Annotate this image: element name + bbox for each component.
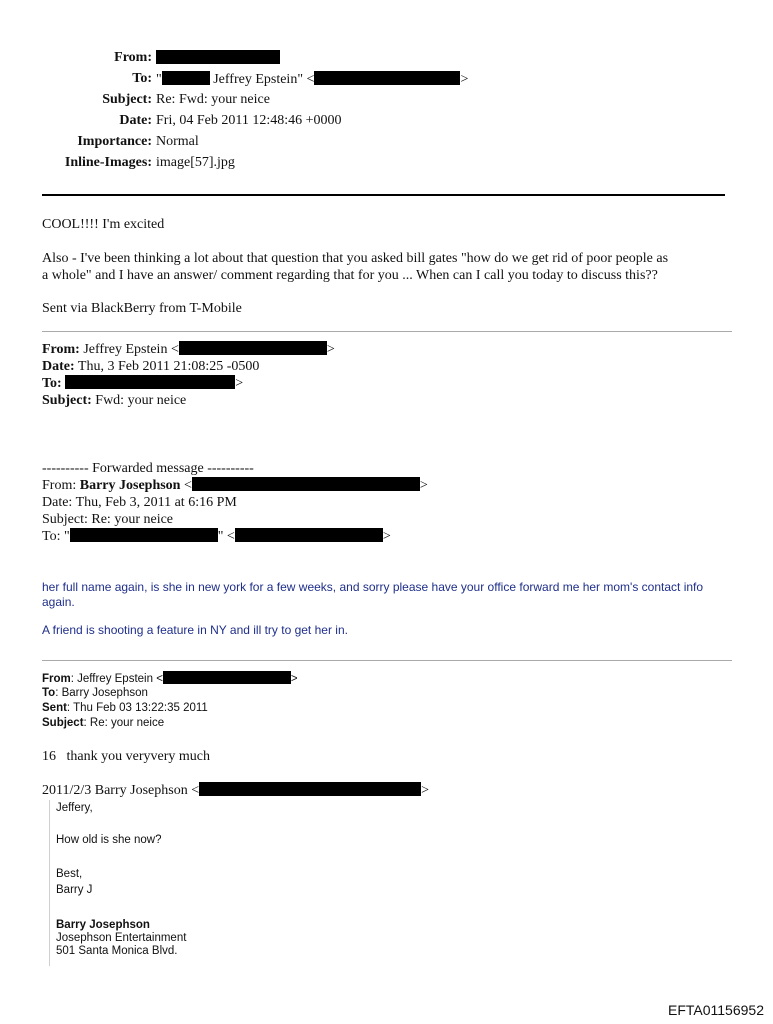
msg2-date-label: Date: <box>42 359 75 374</box>
msg2-subject-row <box>42 392 186 409</box>
msg2-from-row <box>42 341 335 358</box>
forwarded-to-mid: " < <box>217 529 235 544</box>
header-from-row <box>0 50 700 71</box>
forwarded-from-suffix: > <box>419 478 428 493</box>
message-divider <box>42 331 732 332</box>
forwarded-to-prefix: To: " <box>42 529 70 544</box>
msg3-subject-row <box>42 716 164 731</box>
body-line-2a: Also - I've been thinking a lot about that question that you asked bill gates "how do we get rid of poor people as <box>42 251 669 266</box>
msg3-from-row <box>42 671 298 687</box>
quoted-question: How old is she now? <box>56 834 162 846</box>
quote-bar <box>49 800 50 966</box>
forwarded-date: Date: Thu, Feb 3, 2011 at 6:16 PM <box>42 495 237 510</box>
header-subject-label: Subject: <box>102 92 152 107</box>
forwarded-from-name: Barry Josephson <box>79 478 181 493</box>
forwarded-from-mid: < <box>180 478 192 493</box>
redaction-box <box>65 375 235 389</box>
header-to-prefix: " <box>156 72 162 87</box>
msg2-from-suffix: > <box>326 342 335 357</box>
forwarded-to-suffix: > <box>382 529 391 544</box>
message-divider-2 <box>42 660 732 661</box>
quoted-attribution <box>42 782 429 799</box>
msg3-from-label: From <box>42 673 71 685</box>
msg2-from-value: Jeffrey Epstein < <box>83 342 179 357</box>
header-from-label: From: <box>114 50 152 65</box>
header-importance-value: Normal <box>156 134 199 149</box>
forwarded-subject: Subject: Re: your neice <box>42 512 174 527</box>
header-to-label: To: <box>132 71 152 86</box>
header-subject-value: Re: Fwd: your neice <box>156 92 270 107</box>
document-id: EFTA01156952 <box>668 1002 764 1018</box>
msg3-to-label: To <box>42 687 56 699</box>
header-date-label: Date: <box>119 113 152 128</box>
msg3-reply: 16 thank you veryvery much <box>42 749 210 764</box>
msg3-from-value: : Jeffrey Epstein < <box>70 673 163 685</box>
header-to-suffix: > <box>460 72 469 87</box>
quoted-closing-1: Best, <box>56 868 83 880</box>
forwarded-from-row <box>42 477 428 494</box>
header-to-name: Jeffrey Epstein" < <box>213 72 315 87</box>
redaction-box <box>179 341 327 355</box>
msg3-sent-value: : Thu Feb 03 13:22:35 2011 <box>66 702 208 714</box>
body-signature: Sent via BlackBerry from T-Mobile <box>42 301 242 316</box>
msg2-date-value: Thu, 3 Feb 2011 21:08:25 -0500 <box>77 359 260 374</box>
quoted-sig-company: Josephson Entertainment <box>56 932 187 944</box>
msg2-to-suffix: > <box>235 376 244 391</box>
msg3-subject-value: : Re: your neice <box>83 717 165 729</box>
header-date-value: Fri, 04 Feb 2011 12:48:46 +0000 <box>156 113 342 128</box>
blue-line-1a: her full name again, is she in new york for a few weeks, and sorry please have your office forward me her mom's contact info <box>42 580 704 594</box>
redaction-box <box>199 782 421 796</box>
msg2-subject-value: Fwd: your neice <box>95 393 187 408</box>
header-date-row <box>0 113 700 134</box>
redaction-box <box>314 71 460 85</box>
header-subject-row <box>0 92 700 113</box>
redaction-box <box>156 50 280 64</box>
quoted-closing-2: Barry J <box>56 884 93 896</box>
msg2-from-label: From: <box>42 342 80 357</box>
header-inline-images-label: Inline-Images: <box>64 155 152 170</box>
msg3-to-row <box>42 686 148 701</box>
body-line-1: COOL!!!! I'm excited <box>42 217 165 232</box>
header-divider <box>42 194 725 196</box>
header-inline-images-value: image[57].jpg <box>156 155 235 170</box>
msg2-subject-label: Subject: <box>42 393 92 408</box>
msg3-from-suffix: > <box>290 673 298 685</box>
body-line-2b: a whole" and I have an answer/ comment regarding that for you ... When can I call you today to discuss this?? <box>42 268 658 283</box>
blue-line-2: A friend is shooting a feature in NY and ill try to get her in. <box>42 623 348 637</box>
msg3-sent-label: Sent <box>42 702 67 714</box>
msg3-sent-row <box>42 701 208 716</box>
quoted-attribution-suffix: > <box>421 783 429 798</box>
quoted-sig-address: 501 Santa Monica Blvd. <box>56 945 178 957</box>
forwarded-from-prefix: From: <box>42 478 80 493</box>
redaction-box <box>162 71 210 85</box>
msg2-date-row <box>42 358 259 375</box>
header-importance-label: Importance: <box>77 134 152 149</box>
redaction-box <box>163 671 291 684</box>
msg2-to-label: To: <box>42 376 62 391</box>
msg3-subject-label: Subject <box>42 717 84 729</box>
header-importance-row <box>0 134 700 155</box>
forwarded-to-row <box>42 528 391 545</box>
quoted-sig-name: Barry Josephson <box>56 919 150 931</box>
forwarded-separator: ---------- Forwarded message ---------- <box>42 461 254 476</box>
header-inline-images-row <box>0 155 700 176</box>
quoted-attribution-text: 2011/2/3 Barry Josephson < <box>42 783 200 798</box>
blue-line-1b: again. <box>42 595 75 609</box>
redaction-box <box>235 528 383 542</box>
header-to-row <box>0 71 700 92</box>
redaction-box <box>192 477 420 491</box>
msg2-to-row <box>42 375 243 392</box>
msg3-to-value: : Barry Josephson <box>55 687 148 699</box>
quoted-greeting: Jeffery, <box>56 802 93 814</box>
redaction-box <box>70 528 218 542</box>
